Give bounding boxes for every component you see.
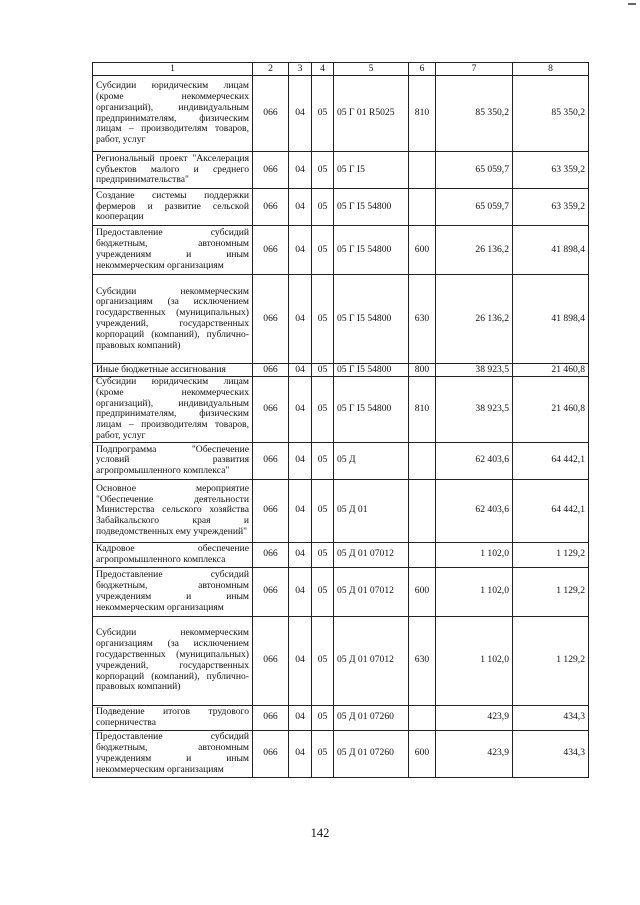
row-amount-cell: 41 898,4 <box>513 275 589 364</box>
row-amount-cell: 62 403,6 <box>436 442 513 479</box>
row-amount-cell: 21 460,8 <box>513 377 589 443</box>
row-amount-cell: 26 136,2 <box>436 275 513 364</box>
table-row <box>93 730 589 777</box>
row-section-cell: 04 <box>289 442 312 479</box>
row-expense-type-cell: 630 <box>409 616 436 705</box>
row-subsection-cell: 05 <box>312 226 334 275</box>
row-amount-cell: 1 129,2 <box>513 567 589 616</box>
row-amount-cell: 434,3 <box>513 705 589 730</box>
row-amount-cell: 64 442,1 <box>513 479 589 542</box>
row-subsection-cell: 05 <box>312 442 334 479</box>
row-amount-cell: 85 350,2 <box>513 76 589 152</box>
row-name-cell: Субсидии юридическим лицам (кроме некоммерческих организаций), индивидуальным предпринимателям, физическим лицам – производителям товаров, работ, услуг <box>93 76 253 152</box>
table-header <box>93 63 589 76</box>
row-target-article-cell: 05 Г I5 <box>334 152 409 189</box>
budget-table <box>92 62 589 778</box>
row-section-cell: 04 <box>289 377 312 443</box>
row-amount-cell: 1 102,0 <box>436 616 513 705</box>
row-subsection-cell: 05 <box>312 76 334 152</box>
row-name-cell: Создание системы поддержки фермеров и развитие сельской кооперации <box>93 189 253 226</box>
table-body <box>93 76 589 778</box>
row-amount-cell: 64 442,1 <box>513 442 589 479</box>
row-amount-cell: 65 059,7 <box>436 189 513 226</box>
row-amount-cell: 434,3 <box>513 730 589 777</box>
row-name-cell: Региональный проект "Акселерация субъектов малого и среднего предпринимательства" <box>93 152 253 189</box>
row-code-cell: 066 <box>253 189 289 226</box>
row-amount-cell: 423,9 <box>436 705 513 730</box>
row-code-cell: 066 <box>253 567 289 616</box>
row-target-article-cell: 05 Д 01 07012 <box>334 542 409 567</box>
row-amount-cell: 63 359,2 <box>513 152 589 189</box>
table-row <box>93 377 589 443</box>
row-amount-cell: 21 460,8 <box>513 364 589 377</box>
row-section-cell: 04 <box>289 705 312 730</box>
row-target-article-cell: 05 Г I5 54800 <box>334 189 409 226</box>
row-expense-type-cell: 630 <box>409 275 436 364</box>
row-expense-type-cell: 600 <box>409 567 436 616</box>
header-cell: 2 <box>253 63 289 76</box>
row-expense-type-cell: 810 <box>409 377 436 443</box>
header-cell: 4 <box>312 63 334 76</box>
row-section-cell: 04 <box>289 542 312 567</box>
page-number: 142 <box>310 826 330 840</box>
row-amount-cell: 1 129,2 <box>513 542 589 567</box>
table-row <box>93 616 589 705</box>
row-expense-type-cell: 810 <box>409 76 436 152</box>
row-amount-cell: 62 403,6 <box>436 479 513 542</box>
row-amount-cell: 1 129,2 <box>513 616 589 705</box>
row-target-article-cell: 05 Г I5 54800 <box>334 226 409 275</box>
row-amount-cell: 423,9 <box>436 730 513 777</box>
table-row <box>93 226 589 275</box>
row-subsection-cell: 05 <box>312 542 334 567</box>
row-code-cell: 066 <box>253 226 289 275</box>
row-expense-type-cell <box>409 542 436 567</box>
row-amount-cell: 85 350,2 <box>436 76 513 152</box>
row-target-article-cell: 05 Д 01 07012 <box>334 567 409 616</box>
row-code-cell: 066 <box>253 705 289 730</box>
row-section-cell: 04 <box>289 479 312 542</box>
row-name-cell: Кадровое обеспечение агропромышленного комплекса <box>93 542 253 567</box>
row-section-cell: 04 <box>289 189 312 226</box>
row-name-cell: Подпрограмма "Обеспечение условий развития агропромышленного комплекса" <box>93 442 253 479</box>
row-target-article-cell: 05 Д 01 <box>334 479 409 542</box>
row-subsection-cell: 05 <box>312 152 334 189</box>
table-row <box>93 542 589 567</box>
table-row <box>93 442 589 479</box>
row-name-cell: Субсидии некоммерческим организациям (за исключением государственных (муниципальных) учреждений, государственных корпораций (компаний), публично-правовых компаний) <box>93 616 253 705</box>
row-expense-type-cell <box>409 442 436 479</box>
row-amount-cell: 63 359,2 <box>513 189 589 226</box>
row-target-article-cell: 05 Д 01 07260 <box>334 705 409 730</box>
row-amount-cell: 41 898,4 <box>513 226 589 275</box>
row-code-cell: 066 <box>253 152 289 189</box>
row-subsection-cell: 05 <box>312 705 334 730</box>
row-name-cell: Субсидии некоммерческим организациям (за исключением государственных (муниципальных) учреждений, государственных корпораций (компаний), публично-правовых компаний) <box>93 275 253 364</box>
row-section-cell: 04 <box>289 567 312 616</box>
table-row <box>93 76 589 152</box>
row-subsection-cell: 05 <box>312 189 334 226</box>
table-row <box>93 275 589 364</box>
row-code-cell: 066 <box>253 76 289 152</box>
row-subsection-cell: 05 <box>312 377 334 443</box>
table-row <box>93 364 589 377</box>
row-amount-cell: 38 923,5 <box>436 364 513 377</box>
row-subsection-cell: 05 <box>312 275 334 364</box>
row-section-cell: 04 <box>289 275 312 364</box>
row-name-cell: Основное мероприятие "Обеспечение деятельности Министерства сельского хозяйства Забайкальского края и подведомственных ему учреждений" <box>93 479 253 542</box>
header-cell: 8 <box>513 63 589 76</box>
row-expense-type-cell: 600 <box>409 226 436 275</box>
row-code-cell: 066 <box>253 377 289 443</box>
row-subsection-cell: 05 <box>312 730 334 777</box>
table-row <box>93 479 589 542</box>
row-expense-type-cell <box>409 479 436 542</box>
row-code-cell: 066 <box>253 479 289 542</box>
row-code-cell: 066 <box>253 542 289 567</box>
table-row <box>93 189 589 226</box>
row-expense-type-cell <box>409 189 436 226</box>
row-code-cell: 066 <box>253 616 289 705</box>
row-name-cell: Иные бюджетные ассигнования <box>93 364 253 377</box>
row-amount-cell: 65 059,7 <box>436 152 513 189</box>
row-target-article-cell: 05 Д 01 07260 <box>334 730 409 777</box>
row-target-article-cell: 05 Г I5 54800 <box>334 364 409 377</box>
header-cell: 7 <box>436 63 513 76</box>
row-name-cell: Субсидии юридическим лицам (кроме некоммерческих организаций), индивидуальным предпринимателям, физическим лицам – производителям товаров, работ, услуг <box>93 377 253 443</box>
row-subsection-cell: 05 <box>312 567 334 616</box>
row-code-cell: 066 <box>253 442 289 479</box>
row-amount-cell: 1 102,0 <box>436 567 513 616</box>
row-expense-type-cell <box>409 705 436 730</box>
row-name-cell: Предоставление субсидий бюджетным, автономным учреждениям и иным некоммерческим организациям <box>93 567 253 616</box>
row-section-cell: 04 <box>289 226 312 275</box>
row-amount-cell: 26 136,2 <box>436 226 513 275</box>
row-amount-cell: 38 923,5 <box>436 377 513 443</box>
row-code-cell: 066 <box>253 275 289 364</box>
table-row <box>93 705 589 730</box>
header-cell: 6 <box>409 63 436 76</box>
header-cell: 1 <box>93 63 253 76</box>
row-name-cell: Подведение итогов трудового соперничества <box>93 705 253 730</box>
row-expense-type-cell <box>409 152 436 189</box>
row-subsection-cell: 05 <box>312 364 334 377</box>
table-row <box>93 567 589 616</box>
row-expense-type-cell: 600 <box>409 730 436 777</box>
row-section-cell: 04 <box>289 76 312 152</box>
row-subsection-cell: 05 <box>312 479 334 542</box>
header-cell: 5 <box>334 63 409 76</box>
row-target-article-cell: 05 Д 01 07012 <box>334 616 409 705</box>
row-target-article-cell: 05 Д <box>334 442 409 479</box>
row-target-article-cell: 05 Г I5 54800 <box>334 275 409 364</box>
row-section-cell: 04 <box>289 616 312 705</box>
row-code-cell: 066 <box>253 364 289 377</box>
table-row <box>93 152 589 189</box>
row-target-article-cell: 05 Г 01 R5025 <box>334 76 409 152</box>
row-expense-type-cell: 800 <box>409 364 436 377</box>
row-amount-cell: 1 102,0 <box>436 542 513 567</box>
scan-corner-mark <box>628 3 636 5</box>
row-code-cell: 066 <box>253 730 289 777</box>
row-section-cell: 04 <box>289 364 312 377</box>
row-name-cell: Предоставление субсидий бюджетным, автономным учреждениям и иным некоммерческим организациям <box>93 730 253 777</box>
row-subsection-cell: 05 <box>312 616 334 705</box>
row-name-cell: Предоставление субсидий бюджетным, автономным учреждениям и иным некоммерческим организациям <box>93 226 253 275</box>
header-cell: 3 <box>289 63 312 76</box>
row-target-article-cell: 05 Г I5 54800 <box>334 377 409 443</box>
row-section-cell: 04 <box>289 152 312 189</box>
row-section-cell: 04 <box>289 730 312 777</box>
